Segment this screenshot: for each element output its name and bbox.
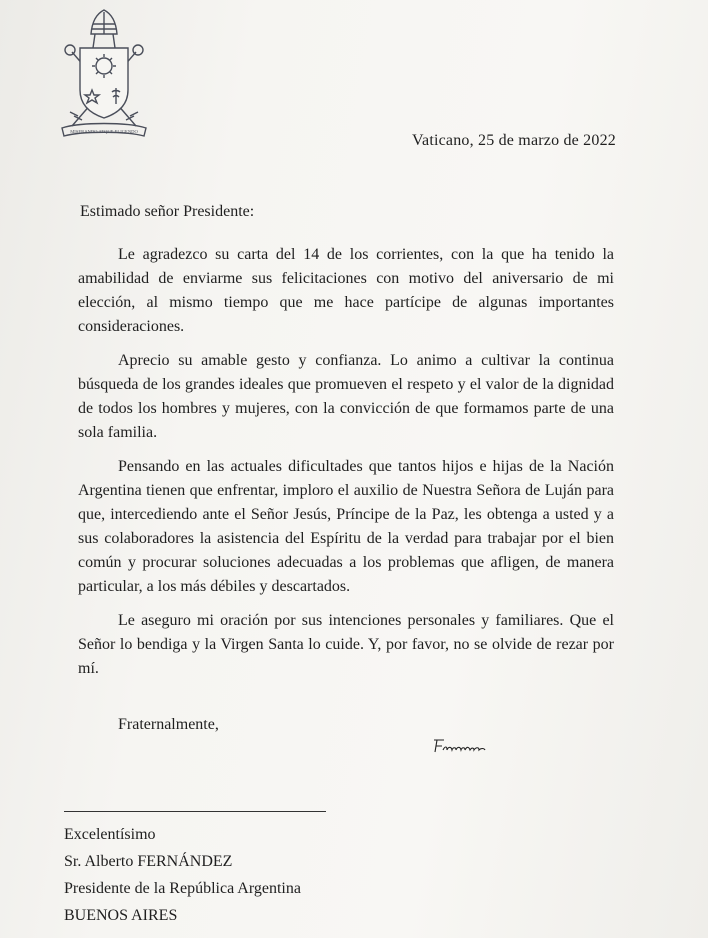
paragraph-3: Pensando en las actuales dificultades que tantos hijos e hijas de la Nación Argentina tienen que enfrentar, imploro el auxilio de Nuestra Señora de Luján para que, intercediendo ante el Señor Jesús, Príncipe de la Paz, les obtenga a usted y a sus colaboradores la asistencia del Espíritu de la verdad para trabajar por el bien común y procurar soluciones adecuadas a los problemas que afligen, de manera particular, a los más débiles y descartados. xyxy=(78,458,614,595)
paragraph-4: Le aseguro mi oración por sus intenciones personales y familiares. Que el Señor lo bendiga y la Virgen Santa lo cuide. Y, por favor, no se olvide de rezar por mí. xyxy=(78,612,614,677)
salutation: Estimado señor Presidente: xyxy=(80,203,255,220)
addressee-city: BUENOS AIRES xyxy=(64,907,178,924)
motto-ribbon-text: MISERANDO ATQUE ELIGENDO xyxy=(70,129,138,134)
addressee-position: Presidente de la República Argentina xyxy=(64,880,301,897)
addressee-name: Sr. Alberto FERNÁNDEZ xyxy=(64,853,233,870)
addressee-title: Excelentísimo xyxy=(64,826,156,843)
addressee-block xyxy=(64,821,301,929)
handwritten-signature xyxy=(432,736,492,756)
papal-coat-of-arms-icon xyxy=(50,4,158,144)
separator-line xyxy=(64,811,326,812)
paragraph-2: Aprecio su amable gesto y confianza. Lo animo a cultivar la continua búsqueda de los grandes ideales que promueven el respeto y el valor de la dignidad de todos los hombres y mujeres, con la convicción de que formamos parte de una sola familia. xyxy=(78,352,614,441)
paragraph-1: Le agradezco su carta del 14 de los corrientes, con la que ha tenido la amabilidad de enviarme sus felicitaciones con motivo del aniversario de mi elección, al mismo tiempo que me hace partícipe de algunas importantes consideraciones. xyxy=(78,246,614,335)
place-date: Vaticano, 25 de marzo de 2022 xyxy=(412,132,616,149)
closing: Fraternalmente, xyxy=(118,716,219,733)
letter-body xyxy=(78,243,614,691)
